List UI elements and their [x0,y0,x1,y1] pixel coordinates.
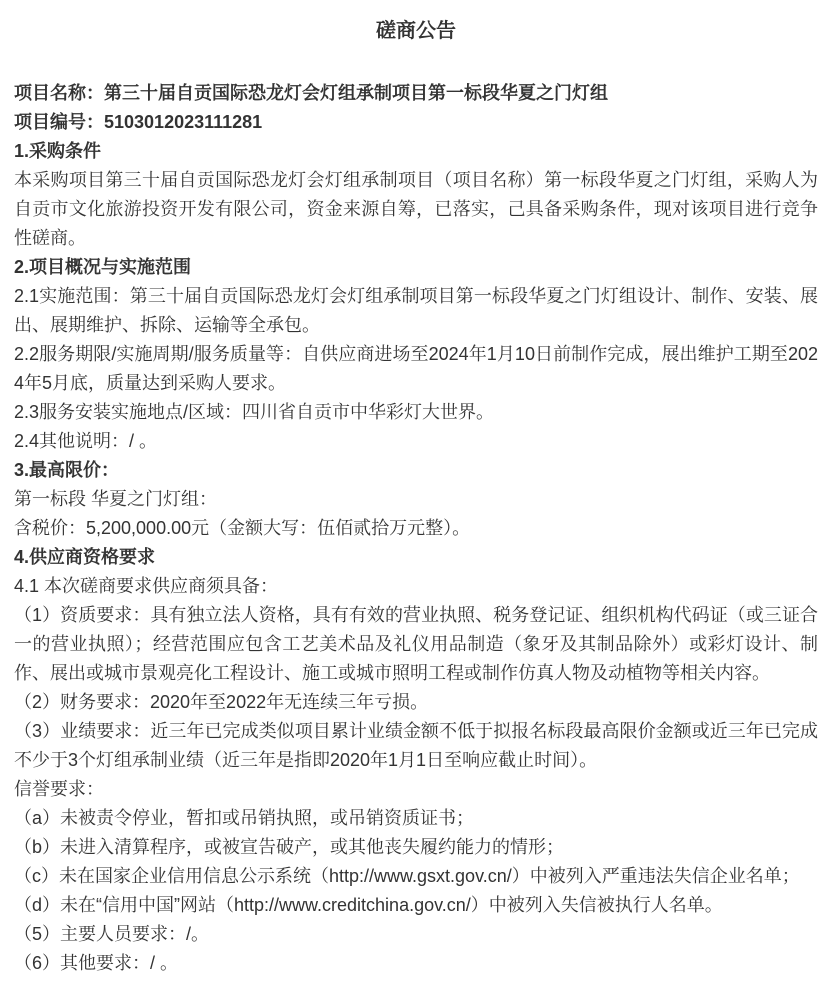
credit-item-d: （d）未在“信用中国”网站（http://www.creditchina.gov.cn/）中被列入失信被执行人名单。 [14,895,723,915]
page-title: 磋商公告 [376,20,456,42]
section-4-heading: 4.供应商资格要求 [14,547,156,567]
lot-name-line: 第一标段 华夏之门灯组： [14,489,217,509]
requirement-other: （6）其他要求：/ 。 [14,953,179,973]
project-number-line: 项目编号：5103012023111281 [14,112,263,132]
requirement-qualification: （1）资质要求：具有独立法人资格，具有有效的营业执照、税务登记证、组织机构代码证（或三证合一的营业执照）；经营范围应包含工艺美术品及礼仪用品制造（象牙及其制品除外）或彩灯设计、制作、展出或城市景观亮化工程设计、施工或城市照明工程或制作仿真人物及动植物等相关内容。 [14,605,818,683]
credit-item-a: （a）未被责令停业，暂扣或吊销执照，或吊销资质证书； [14,808,475,828]
clause-2-4-other-notes: 2.4其他说明：/ 。 [14,431,158,451]
credit-item-b: （b）未进入清算程序，或被宣告破产，或其他丧失履约能力的情形； [14,837,565,857]
project-name-line: 项目名称：第三十届自贡国际恐龙灯会灯组承制项目第一标段华夏之门灯组 [14,83,608,103]
price-line: 含税价：5,200,000.00元（金额大写：伍佰贰拾万元整）。 [14,518,471,538]
credit-item-c: （c）未在国家企业信用信息公示系统（http://www.gsxt.gov.cn/）中被列入严重违法失信企业名单； [14,866,800,886]
requirement-financial: （2）财务要求：2020年至2022年无连续三年亏损。 [14,692,429,712]
requirement-personnel: （5）主要人员要求：/。 [14,924,210,944]
section-3-heading: 3.最高限价： [14,460,120,480]
clause-2-3-location: 2.3服务安装实施地点/区域：四川省自贡市中华彩灯大世界。 [14,402,495,422]
requirement-performance: （3）业绩要求：近三年已完成类似项目累计业绩金额不低于拟报名标段最高限价金额或近三年已完成不少于3个灯组承制业绩（近三年是指即2020年1月1日至响应截止时间）。 [14,721,818,770]
clause-2-2-service-term: 2.2服务期限/实施周期/服务质量等：自供应商进场至2024年1月10日前制作完成，展出维护工期至2024年5月底，质量达到采购人要求。 [14,344,818,393]
section-1-heading: 1.采购条件 [14,141,102,161]
clause-4-1-intro: 4.1 本次磋商要求供应商须具备： [14,576,279,596]
clause-2-1-scope: 2.1实施范围：第三十届自贡国际恐龙灯会灯组承制项目第一标段华夏之门灯组设计、制作、安装、展出、展期维护、拆除、运输等全承包。 [14,286,818,335]
section-2-heading: 2.项目概况与实施范围 [14,257,192,277]
credit-requirements-label: 信誉要求： [14,779,104,799]
section-1-body: 本采购项目第三十届自贡国际恐龙灯会灯组承制项目（项目名称）第一标段华夏之门灯组，采购人为自贡市文化旅游投资开发有限公司，资金来源自筹，已落实，己具备采购条件，现对该项目进行竞争性磋商。 [14,170,818,248]
